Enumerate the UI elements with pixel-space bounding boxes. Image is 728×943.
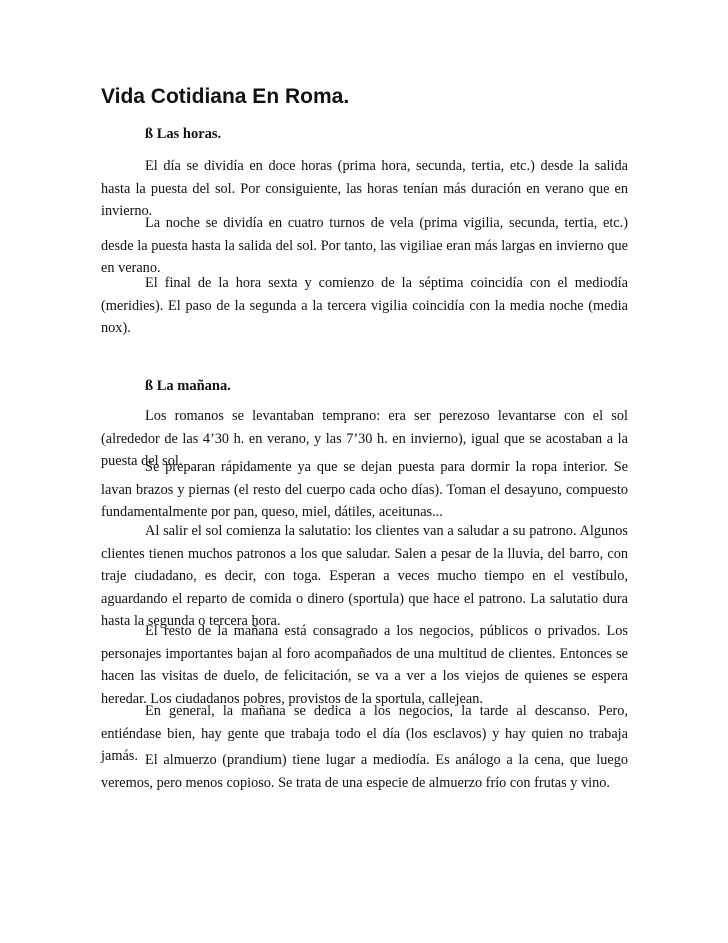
- paragraph: El resto de la mañana está consagrado a los negocios, públicos o privados. Los personajes importantes bajan al foro acompañados de una multitud de clientes. Entonces se hacen las visitas de duelo, de felicitación, se va a ver a los viejos de quienes se espera heredar. Los ciudadanos pobres, provistos de la sportula, callejean.: [101, 623, 628, 707]
- paragraph: El almuerzo (prandium) tiene lugar a mediodía. Es análogo a la cena, que luego veremos, pero menos copioso. Se trata de una especie de almuerzo frío con frutas y vino.: [101, 752, 628, 791]
- paragraph: En general, la mañana se dedica a los negocios, la tarde al descanso. Pero, entiéndase bien, hay gente que trabaja todo el día (los esclavos) y hay quien no trabaja jamás.: [101, 703, 628, 764]
- document-title: Vida Cotidiana En Roma.: [101, 85, 350, 108]
- paragraph: El final de la hora sexta y comienzo de la séptima coincidía con el mediodía (meridies). El paso de la segunda a la tercera vigilia coincidía con la media noche (media nox).: [101, 275, 628, 336]
- paragraph: Los romanos se levantaban temprano: era ser perezoso levantarse con el sol (alrededor de las 4’30 h. en verano, y las 7’30 h. en invierno), igual que se acostaban a la puesta del sol.: [101, 408, 628, 469]
- section-heading-horas: ß Las horas.: [145, 126, 222, 142]
- section-heading-manana: ß La mañana.: [145, 378, 231, 394]
- paragraph: Se preparan rápidamente ya que se dejan puesta para dormir la ropa interior. Se lavan brazos y piernas (el resto del cuerpo cada ocho días). Toman el desayuno, compuesto fundamentalmente por pan, queso, miel, dátiles, aceitunas...: [101, 459, 628, 520]
- paragraph: El día se dividía en doce horas (prima hora, secunda, tertia, etc.) desde la salida hasta la puesta del sol. Por consiguiente, las horas tenían más duración en verano que en invierno.: [101, 158, 628, 219]
- paragraph: Al salir el sol comienza la salutatio: los clientes van a saludar a su patrono. Algunos clientes tienen muchos patronos a los que saludar. Salen a pesar de la lluvia, del barro, con traje ciudadano, es decir, con toga. Esperan a veces mucho tiempo en el vestíbulo, aguardando el reparto de comida o dinero (sportula) que hace el patrono. La salutatio dura hasta la segunda o tercera hora.: [101, 523, 628, 629]
- paragraph: La noche se dividía en cuatro turnos de vela (prima vigilia, secunda, tertia, etc.) desde la puesta hasta la salida del sol. Por tanto, las vigiliae eran más largas en invierno que en verano.: [101, 215, 628, 276]
